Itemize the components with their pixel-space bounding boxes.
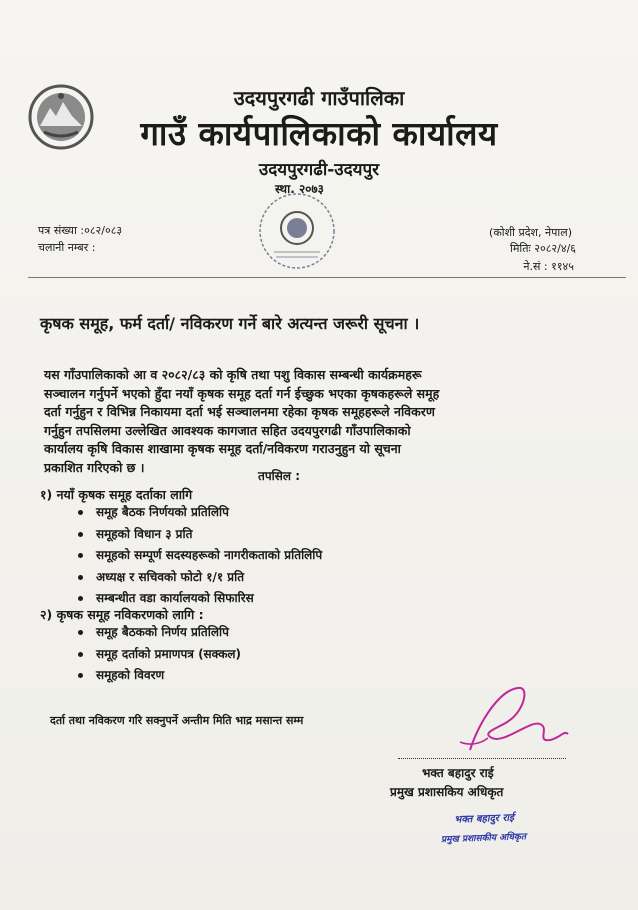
section-renewal-heading: २) कृषक समूह नविकरणको लागि :: [40, 607, 204, 622]
bullet-icon: [78, 630, 83, 635]
signatory-name: भक्त बहादुर राई: [422, 766, 494, 780]
list-item: समूहको सम्पूर्ण सदस्यहरूको नागरीकताको प्रतिलिपि: [78, 545, 322, 567]
list-item: अध्यक्ष र सचिवको फोटो १/१ प्रति: [78, 567, 322, 589]
office-name: गाउँ कार्यपालिकाको कार्यालय: [140, 114, 498, 153]
notice-title: कृषक समूह, फर्म दर्ता/ नविकरण गर्ने बारे अत्यन्त जरूरी सूचना ।: [40, 314, 420, 333]
reference-number: ने.सं : ११४५: [523, 260, 574, 273]
renewal-list: [78, 622, 241, 687]
municipality-name: उदयपुरगढी गाउँपालिका: [233, 86, 405, 110]
list-item: सम्बन्धीत वडा कार्यालयको सिफारिस: [78, 588, 322, 610]
office-address: उदयपुरगढी-उदयपुर: [258, 160, 380, 180]
bullet-icon: [78, 510, 83, 515]
handwritten-signature: [440, 680, 580, 770]
bullet-icon: [78, 532, 83, 537]
signature-line: [398, 758, 566, 759]
list-item: समूह बैठकको निर्णय प्रतिलिपि: [78, 622, 241, 644]
bullet-icon: [78, 553, 83, 558]
bullet-icon: [78, 673, 83, 678]
letter-date: मितिः २०८२/४/६: [510, 242, 576, 255]
body-line: यस गाँउपालिकाको आ व २०८२/८३ को कृषि तथा पशु विकास सम्बन्धी कार्यक्रमहरू: [44, 367, 422, 382]
header-divider: [28, 277, 626, 278]
body-line: सञ्चालन गर्नुपर्ने भएकाे हुँदा नयाँ कृषक समूह दर्ता गर्न ईच्छुक भएका कृषकहरूले समूह: [44, 385, 440, 401]
bullet-icon: [78, 596, 83, 601]
bullet-icon: [78, 652, 83, 657]
stamp-title: प्रमुख प्रशासकीय अधिकृत: [440, 832, 527, 846]
deadline-note: दर्ता तथा नविकरण गरि सक्नुपर्ने अन्तीम मिति भाद्र मसान्त सम्म: [50, 714, 304, 727]
list-item: समूहको विवरण: [78, 665, 241, 687]
schedule-label: तपसिल :: [258, 469, 300, 483]
province-label: (कोशी प्रदेश, नेपाल): [489, 226, 572, 239]
bullet-icon: [78, 575, 83, 580]
letter-number: पत्र संख्या :०८२/०८३: [38, 224, 123, 237]
body-line: कार्यालय कृषि विकास शाखामा कृषक समूह दर्ता/नविकरण गराउनुहुन यो सूचना: [44, 441, 401, 457]
name-stamp: [432, 808, 572, 846]
list-item: समूह बैठक निर्णयको प्रतिलिपि: [78, 502, 322, 524]
office-seal-icon: [256, 190, 338, 272]
body-line: प्रकाशित गरिएको छ ।: [44, 459, 145, 475]
list-item: समूहको विधान ३ प्रति: [78, 524, 322, 546]
notice-body: [44, 366, 578, 478]
body-line: दर्ता गर्नुहुन र विभिन्न निकायमा दर्ता भई सञ्चालनमा रहेका कृषक समूहहरूले नविकरण: [44, 404, 435, 420]
dispatch-number: चलानी नम्बर :: [38, 241, 96, 254]
signatory-title: प्रमुख प्रशासकिय अधिकृत: [390, 785, 504, 799]
list-item: समूह दर्ताको प्रमाणपत्र (सक्कल): [78, 644, 241, 666]
section-new-registration-heading: १) नयाँ कृषक समूह दर्ताका लागि: [40, 487, 193, 502]
body-line: गर्नुहुन तपसिलमा उल्लेखित आवश्यक कागजात सहित उदयपुरगढी गाँउपालिकाको: [44, 422, 411, 438]
stamp-name: भक्त बहादुर राई: [454, 812, 515, 826]
established-year: स्था. २०७३: [275, 182, 324, 196]
new-registration-list: [78, 502, 322, 610]
